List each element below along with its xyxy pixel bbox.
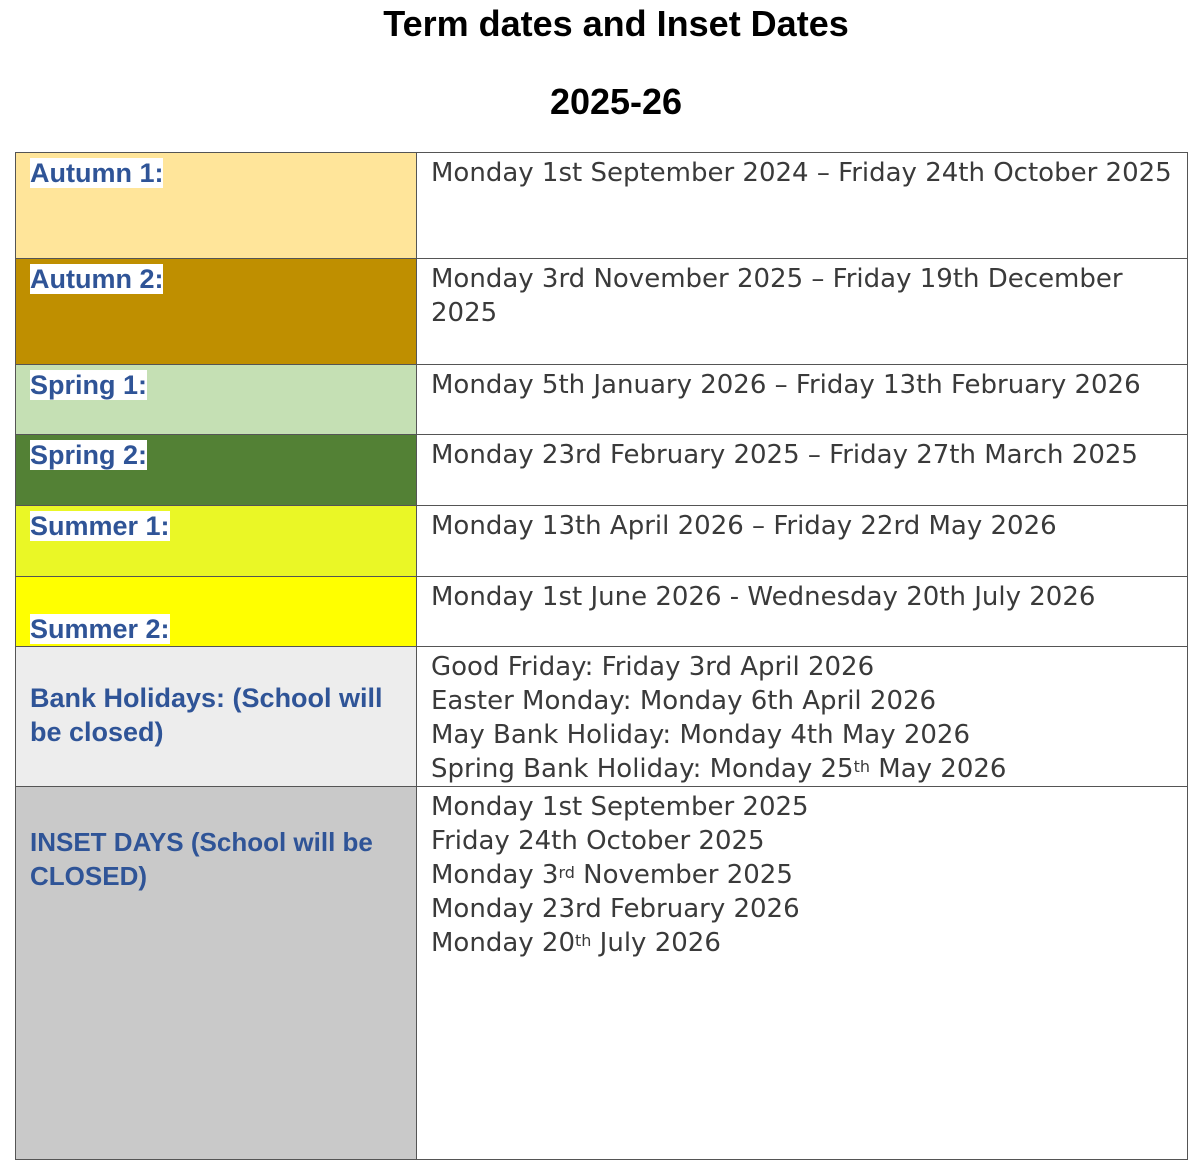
term-row-summer-2 — [16, 577, 1188, 647]
inset-day-item: Monday 3rd November 2025 — [431, 860, 793, 890]
term-row-spring-1 — [16, 365, 1188, 435]
term-dates: Monday 5th January 2026 – Friday 13th February 2026 — [431, 370, 1141, 400]
term-label-cell — [16, 577, 417, 647]
bank-holiday-item: May Bank Holiday: Monday 4th May 2026 — [431, 720, 971, 750]
term-dates-cell — [417, 435, 1188, 506]
term-row-summer-1 — [16, 506, 1188, 577]
term-label: Spring 1: — [30, 370, 148, 400]
term-dates-cell — [417, 259, 1188, 365]
term-label: Summer 2: — [30, 614, 170, 644]
term-dates-cell — [417, 577, 1188, 647]
term-label-cell — [16, 506, 417, 577]
bank-holidays-label: Bank Holidays: (School will be closed) — [30, 683, 383, 747]
term-dates-cell — [417, 506, 1188, 577]
bank-holiday-item: Spring Bank Holiday: Monday 25th May 2026 — [431, 754, 1007, 784]
term-label-cell — [16, 435, 417, 506]
inset-day-item: Friday 24th October 2025 — [431, 826, 765, 856]
term-label: Summer 1: — [30, 511, 170, 541]
term-row-spring-2 — [16, 435, 1188, 506]
term-label: Autumn 2: — [30, 264, 164, 294]
term-dates: Monday 23rd February 2025 – Friday 27th March 2025 — [431, 440, 1138, 470]
term-dates: Monday 1st September 2024 – Friday 24th October 2025 — [431, 158, 1172, 188]
inset-days-label-cell — [16, 787, 417, 1160]
inset-day-item: Monday 1st September 2025 — [431, 792, 809, 822]
term-dates-table — [15, 152, 1188, 1160]
bank-holidays-list — [417, 647, 1188, 787]
bank-holidays-row — [16, 647, 1188, 787]
term-label-cell — [16, 365, 417, 435]
page-title: Term dates and Inset Dates — [383, 3, 849, 44]
term-dates: Monday 1st June 2026 - Wednesday 20th July 2026 — [431, 582, 1096, 612]
term-label: Spring 2: — [30, 440, 148, 470]
inset-day-item: Monday 20th July 2026 — [431, 928, 721, 958]
term-label-cell — [16, 259, 417, 365]
inset-day-item: Monday 23rd February 2026 — [431, 894, 800, 924]
term-row-autumn-2 — [16, 259, 1188, 365]
page-subtitle-year: 2025-26 — [549, 81, 683, 122]
term-row-autumn-1 — [16, 153, 1188, 259]
bank-holiday-item: Easter Monday: Monday 6th April 2026 — [431, 686, 937, 716]
bank-holidays-label-cell — [16, 647, 417, 787]
term-dates: Monday 3rd November 2025 – Friday 19th December 2025 — [431, 264, 1123, 328]
term-dates: Monday 13th April 2026 – Friday 22rd May 2026 — [431, 511, 1057, 541]
term-label: Autumn 1: — [30, 158, 164, 188]
term-label-cell — [16, 153, 417, 259]
term-dates-cell — [417, 153, 1188, 259]
inset-days-label: INSET DAYS (School will be CLOSED) — [30, 827, 373, 891]
bank-holiday-item: Good Friday: Friday 3rd April 2026 — [431, 652, 875, 682]
inset-days-list — [417, 787, 1188, 1160]
inset-days-row — [16, 787, 1188, 1160]
term-dates-cell — [417, 365, 1188, 435]
